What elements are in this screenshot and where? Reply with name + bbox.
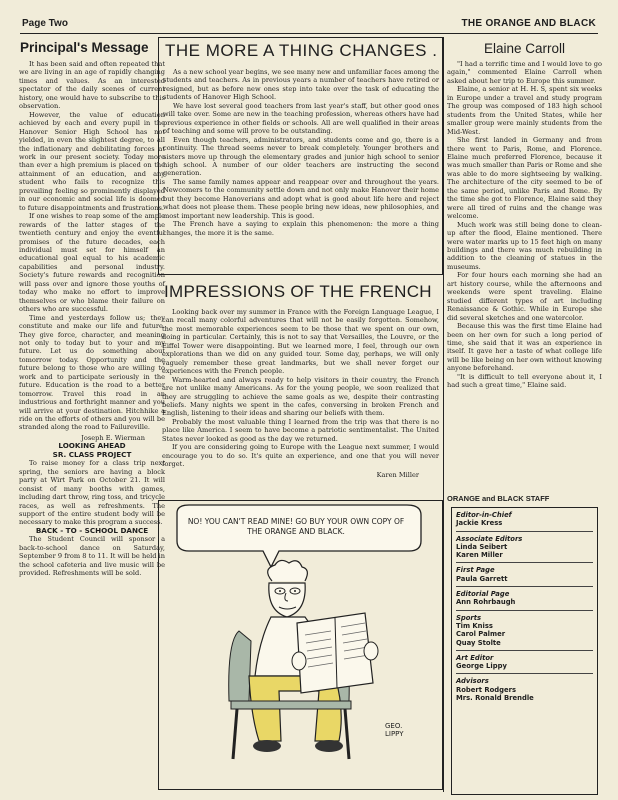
looking-ahead-article [19,442,165,577]
impressions-title: IMPRESSIONS OF THE FRENCH [164,282,432,301]
staff-role: First Page [456,566,495,575]
principal-heading: Principal's Message [20,40,149,55]
staff-divider [456,586,593,587]
staff-role: Advisors [456,677,489,686]
speech-text: NO! YOU CAN'T READ MINE! GO BUY YOUR OWN COPY OF THE ORANGE AND BLACK. [187,517,405,536]
editorial-paragraph: Even though teachers, administrators, and students come and go, there is a continuity. The thread seems never to break completely. Younger brothers and sisters move up through the elementary grades and junior high school to senior high school. A number of our older teachers are instructing the second generation. [163,135,439,178]
staff-name: Paula Garrett [456,574,508,583]
elaine-paragraph: Because this was the first time Elaine had been on her own for such a long period of time, she said that it was an experience in itself. It gave her a taste of what college life will be like being on her own without knowing anyone beforehand. [447,322,603,373]
editorial-box [158,37,443,275]
page-number: Page Two [22,18,68,29]
principal-paragraph: Time and yesterdays follow us; they constitute and make our life and future. They give force, character, and meaning not only to today but to your and my future. Let us do something about tomorrow today. Opportunity and the future belong to those who are willing to work and to participate seriously in the future. Education is the road to a better tomorrow. Travel this road in an industrious and forthright manner and you will arrive at your destination. Hitchhike a ride on the efforts of others and you will be stranded along the road to Failureville. [19,313,165,432]
editorial-paragraph: As a new school year begins, we see many new and unfamiliar faces among the students and teachers. As in previous years a number of teachers have retired or resigned, but as before new ones step into take over the task of educating the students of Hanover High School. [163,68,439,102]
page-header [0,0,618,36]
staff-role: Sports [456,613,482,622]
looking-ahead-title: LOOKING AHEAD [58,441,126,451]
staff-name: Karen Miller [456,551,503,560]
staff-name: Tim Kniss [456,621,493,630]
elaine-paragraph: She first landed in Germany and from there went to Paris, Rome, and Florence. Elaine much preferred Florence, because it was much smaller than Paris or Rome and she was able to do more sightseeing by walking. The architecture of the city seemed to be of the same period, unlike Paris and Rome. By the time she got to Florence, Elaine said they were all tired of ruins and the change was welcome. [447,136,602,221]
editorial-paragraph: We have lost several good teachers from last year's staff, but other good ones will take over. Some are new in the teaching profession, whereas others have had previous experience in other fields or schools. All are well qualified in their areas of teaching and some will prove to be outstanding. [163,101,439,136]
staff-name: Jackie Kress [456,519,503,528]
editorial-body [163,68,439,237]
impressions-paragraph: If you are considering going to Europe with the League next summer, I would encourage you to do so. It's quite an experience, and one that you will never forget. [162,443,439,469]
impressions-paragraph: Looking back over my summer in France with the Foreign Language League, I can recall many colorful adventures that will not be easily forgotten. Somehow, the most memorable experiences seem to be those that we spent on our own, doing in particular. Certainly, this is not to say that Versailles, the Louvre, or the Eiffel Tower were disappointing. But we learned more, I feel, through our own explorations than we did on any guided tour. Some day, perhaps, we will only vaguely remember these great landmarks, but we shall never forget our experiences with the French people. [162,308,439,376]
artist-first: GEO. [385,722,403,730]
elaine-heading: Elaine Carroll [483,41,566,56]
editorial-title: THE MORE A THING CHANGES . [165,41,438,60]
staff-divider [456,562,593,563]
impressions-signature: Karen Miller [376,470,419,479]
artist-last: LIPPY [385,730,404,738]
impressions-article [158,278,443,498]
staff-box [451,507,598,795]
staff-name: Mrs. Ronald Brendle [456,694,534,703]
face-icon [269,583,305,617]
head-hair-icon [268,560,308,581]
staff-role: Art Editor [456,653,494,662]
editorial-paragraph: The same family names appear and reappear over and throughout the years. Newcomers to the community settle down and not only make Hanover their home but they become Hanoverians and adopt what is good about life here and reject what does not please them. These people bring new ideas, new philosophies, and most important new leadership. This is good. [163,177,439,220]
elaine-paragraph: "I had a terrific time and I would love to go again," commented Elaine Carroll when asked about her trip to Europe this summer. [447,60,602,85]
staff-name: Quay Stolte [456,638,501,647]
chair-back-icon [229,631,251,701]
staff-divider [456,650,593,651]
class-project-title: SR. CLASS PROJECT [52,449,132,459]
staff-name: George Lippy [456,662,507,671]
principal-paragraph: However, the value of education achieved by each and every pupil in the Hanover Senior High School has not yielded, in even the slightest degree, to all the inflationary and debilitating forces at work in our present society. Today more than ever a high premium is placed on the attainment of an education, and any student who fails to recognize this prevailing feeling so prominently displayed in our economic and social life is doomed to future disappointments and frustrations. [19,110,165,212]
elaine-paragraph: For four hours each morning she had an art history course, while the afternoons and weekends were spent traveling. Elaine studied different types of art including Renaissance & Gothic. While in Europe she did several sketches and one watercolor. [447,271,602,322]
looking-ahead-text: To raise money for a class trip next spring, the seniors are having a block party at Wirt Park on October 21. It will consist of many booths with games, including dart throw, ring toss, and tricycle races, as well as refreshments. The support of the entire student body will be necessary to make this program a success. [19,459,165,527]
cartoon-drawing [159,501,441,788]
dance-text: The Student Council will sponsor a back-to-school dance on Saturday, September 9 from 8 to 11. It will be held in the school cafeteria and live music will be provided. Refreshments will be sold. [19,535,165,578]
staff-role: Editorial Page [456,590,510,599]
staff-role: Associate Editors [456,534,523,543]
staff-role: Editor-in-Chief [456,511,512,519]
staff-name: Ann Rohrbaugh [456,598,516,607]
staff-name: Carol Palmer [456,630,506,639]
cartoon-signature [385,722,404,738]
cartoon-panel [158,500,443,790]
principal-paragraph: If one wishes to reap some of the ample rewards of the latter stages of the twentieth century and enjoy the eventful promises of the future decades, each individual must set for himself an educational goal equal to his academic capabilities and personal industry. Society's future rewards and recognition will pass over and ignore those youths of today who make no effort to improve themselves or who blame their failure on others who are successful. [19,212,165,314]
elaine-paragraph: Elaine, a senior at H. H. S, spent six weeks in Europe under a travel and study program The group was composed of 183 high school students from the United States, while her smaller group were mainly students from the Mid-West. [447,85,602,136]
impressions-paragraph: Probably the most valuable thing I learned from the trip was that there is no place like America. I seem to have become a patriotic sentimentalist. The United States never looked as good as the day we returned. [162,417,439,443]
staff-divider [456,610,593,611]
shoe-icon [253,740,281,752]
staff-heading: ORANGE and BLACK STAFF [447,494,550,503]
header-rule [20,33,598,34]
elaine-column [447,60,602,390]
principal-column [19,60,165,578]
staff-name: Robert Rodgers [456,685,516,694]
dance-title: BACK - TO - SCHOOL DANCE [35,525,149,535]
elaine-paragraph: "It is difficult to tell everyone about it, I had such a great time," Elaine said. [447,372,602,390]
elaine-paragraph: Much work was still being done to clean-up after the flood, Elaine mentioned. There were water marks up to 15 feet high on many buildings and there was much rebuilding in addition to the cleaning of statues in the museums. [447,220,602,271]
impressions-paragraph: Warm-hearted and always ready to help visitors in their country, the French are not unlike many Americans. As for the young people, we soon realized that they are struggling to achieve the same goals as we, despite their contrasting beliefs. Many nights we spent in the cafes, conversing in broken French and English, listening to their ideas and sharing our beliefs with them. [162,375,439,418]
staff-divider [456,673,593,674]
column-divider [443,37,444,792]
staff-divider [456,531,593,532]
impressions-body [162,308,439,479]
editorial-paragraph: The French have a saying to explain this phenomenon: the more a thing changes, the more it is the same. [163,220,439,237]
staff-name: Linda Seibert [456,542,508,551]
principal-paragraph: It has been said and often repeated that we are living in an age of rapidly changing times and values. As an interested spectator of the daily scenes of current history, one would have to subscribe to this observation. [19,60,165,111]
newspaper-name: THE ORANGE AND BLACK [461,18,596,29]
principal-signature: Joseph E. Wierman [81,433,145,442]
